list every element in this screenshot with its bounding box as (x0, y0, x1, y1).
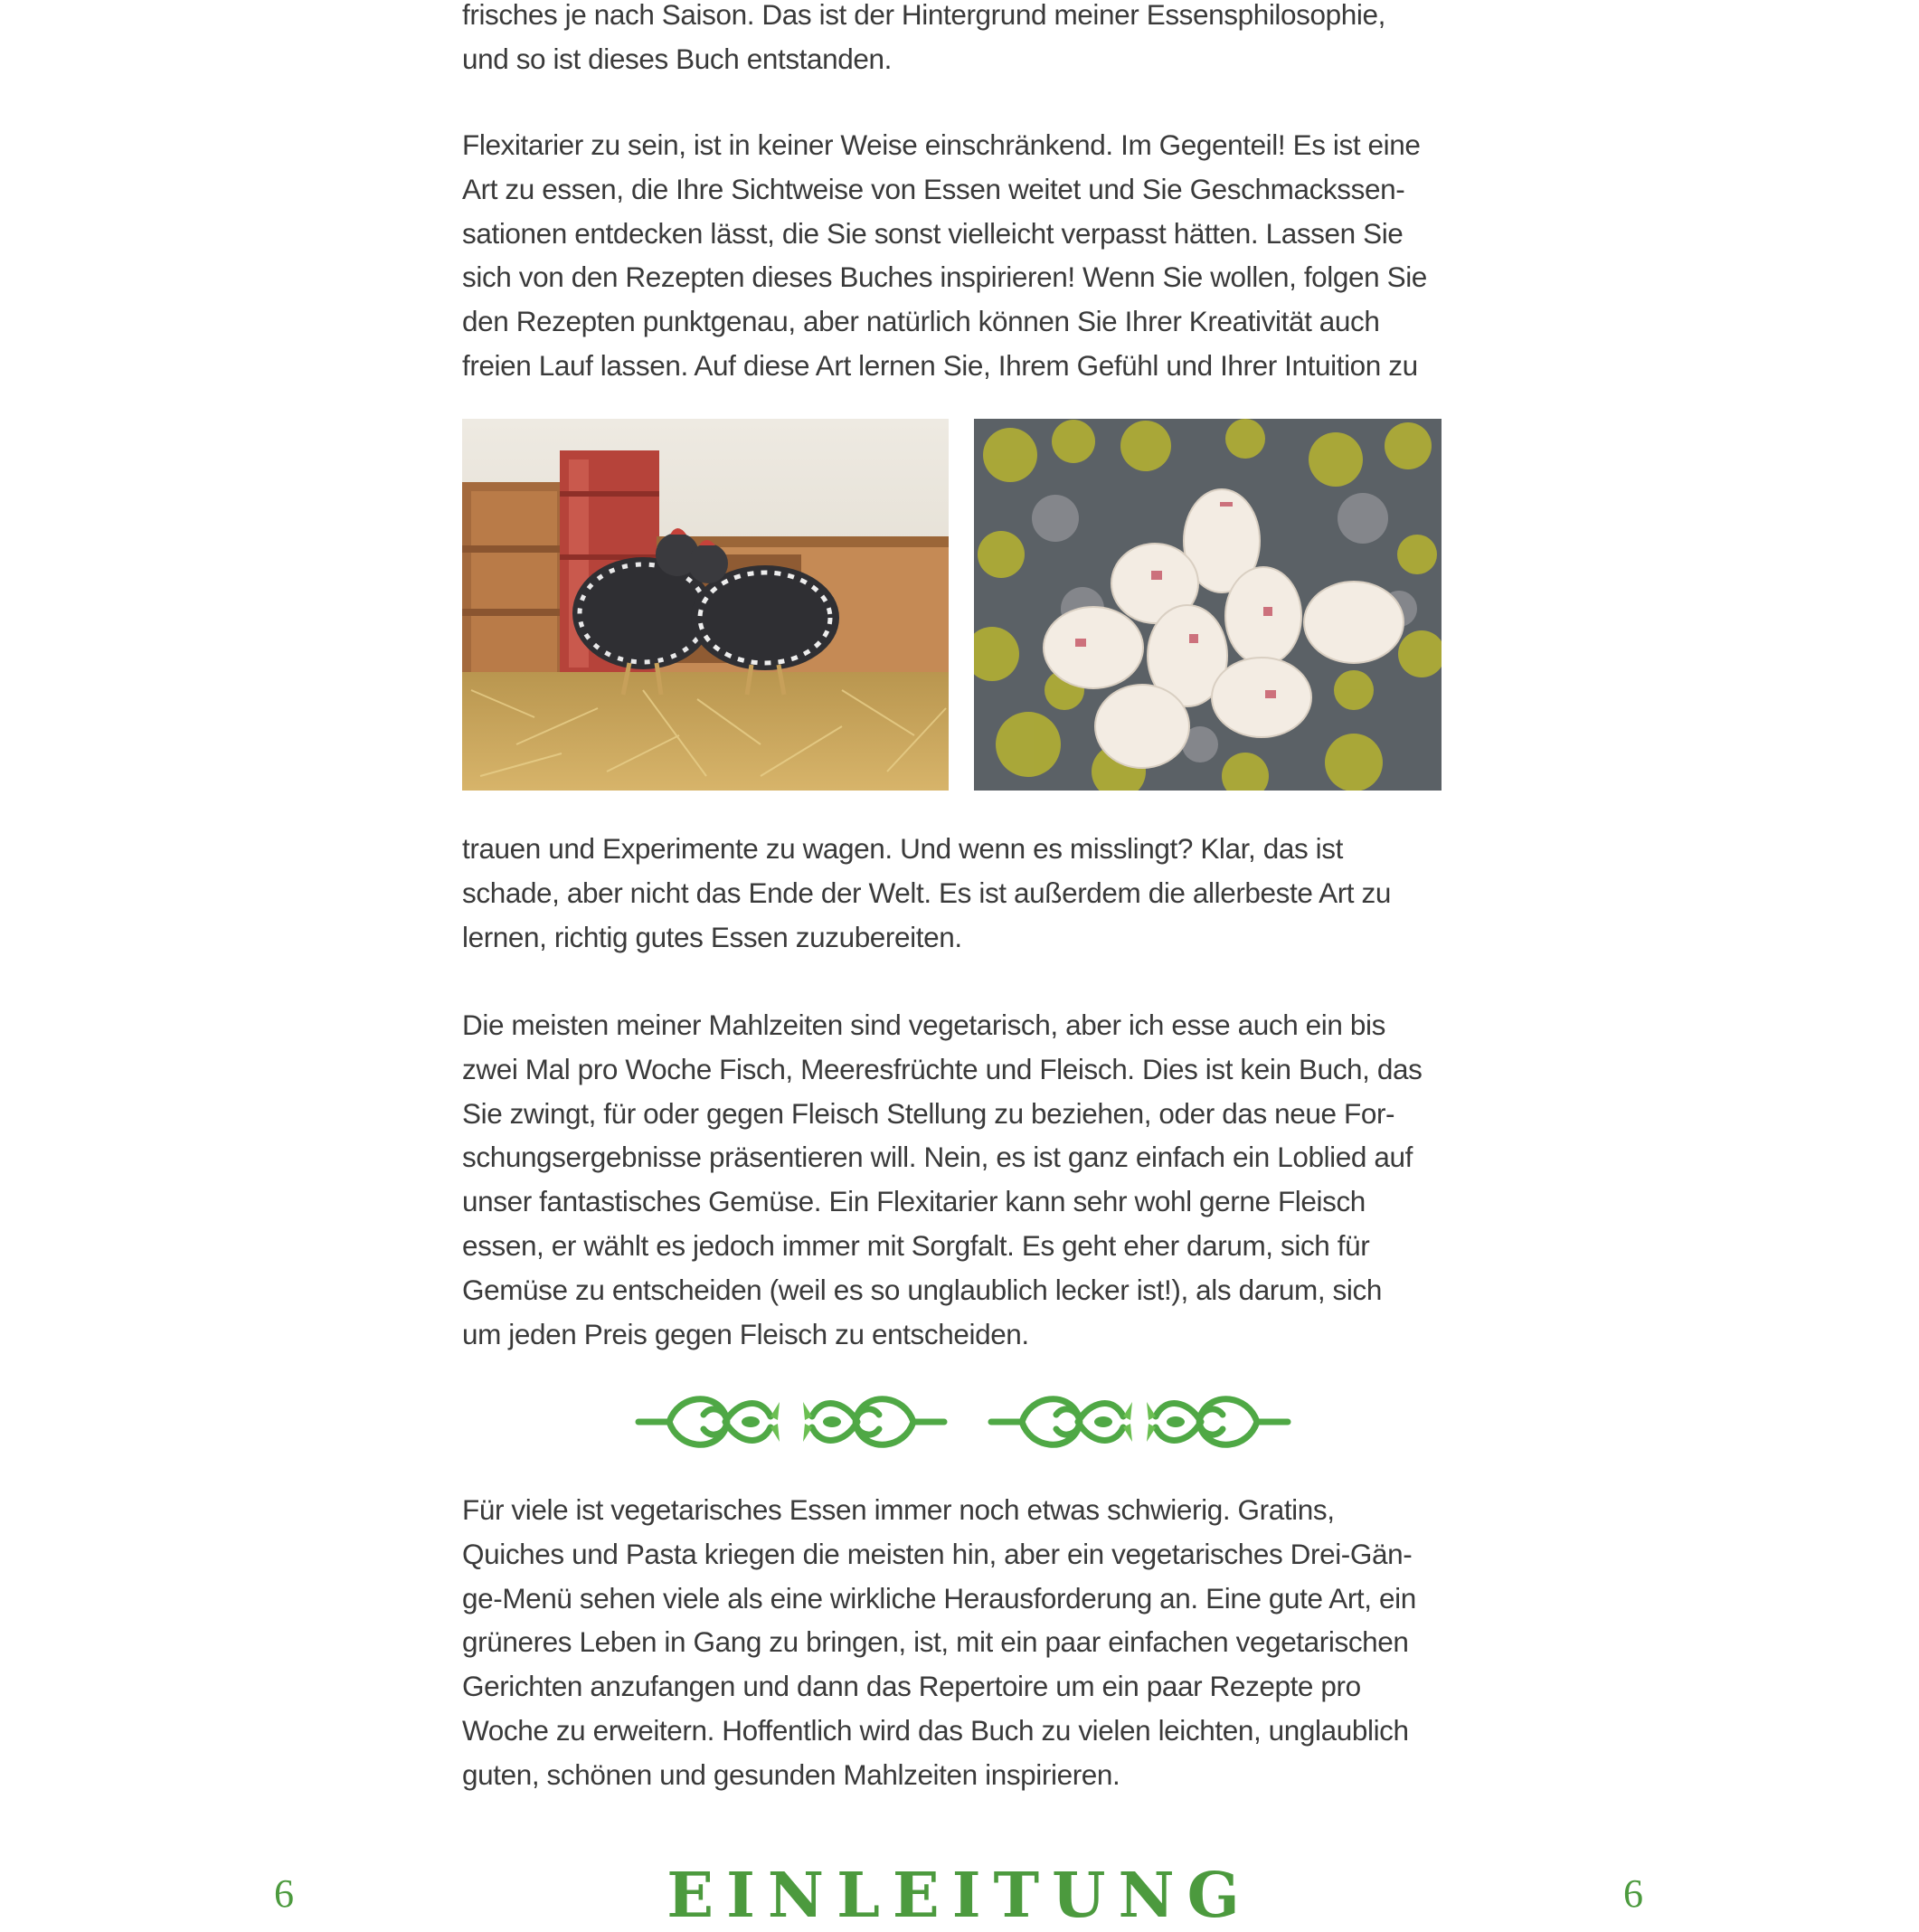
text-line: Für viele ist vegetarisches Essen immer noch etwas schwierig. Gratins, (462, 1493, 1335, 1526)
paragraph-1 (462, 0, 1466, 81)
text-line: um jeden Preis gegen Fleisch zu entscheiden. (462, 1317, 1029, 1350)
paragraph-5 (462, 1488, 1466, 1797)
text-line: schungsergebnisse präsentieren will. Nein, es ist ganz einfach ein Loblied auf (462, 1141, 1413, 1174)
chapter-title: EINLEITUNG (666, 1860, 1253, 1932)
text-line: freien Lauf lassen. Auf diese Art lernen Sie, Ihrem Gefühl und Ihrer Intuition zu (462, 348, 1418, 382)
text-line: sich von den Rezepten dieses Buches inspirieren! Wenn Sie wollen, folgen Sie (462, 260, 1427, 294)
text-line: den Rezepten punktgenau, aber natürlich können Sie Ihrer Kreativität auch (462, 305, 1380, 338)
text-line: frisches je nach Saison. Das ist der Hintergrund meiner Essensphilosophie, (462, 0, 1385, 31)
text-line: grüneres Leben in Gang zu bringen, ist, mit ein paar einfachen vegetarischen (462, 1625, 1409, 1659)
paragraph-2 (462, 123, 1466, 388)
paragraph-4 (462, 1003, 1466, 1356)
text-line: Sie zwingt, für oder gegen Fleisch Stellung zu beziehen, oder das neue For- (462, 1096, 1395, 1130)
chickens-photo-illustration (462, 419, 949, 791)
text-line: Woche zu erweitern. Hoffentlich wird das Buch zu vielen leichten, unglaublich (462, 1713, 1409, 1747)
page-number-left: 6 (274, 1871, 294, 1916)
text-line: Gerichten anzufangen und dann das Repertoire um ein paar Rezepte pro (462, 1670, 1361, 1703)
text-line: essen, er wählt es jedoch immer mit Sorgfalt. Es geht eher darum, sich für (462, 1228, 1370, 1262)
page-number-right: 6 (1623, 1871, 1643, 1916)
text-line: lernen, richtig gutes Essen zuzubereiten. (462, 920, 962, 953)
text-line: Art zu essen, die Ihre Sichtweise von Essen weitet und Sie Geschmackssen- (462, 172, 1405, 205)
text-line: und so ist dieses Buch entstanden. (462, 42, 892, 75)
paragraph-3 (462, 827, 1466, 959)
text-line: schade, aber nicht das Ende der Welt. Es ist außerdem die allerbeste Art zu (462, 876, 1391, 909)
eggs-on-mossy-stone-photo (974, 419, 1442, 791)
text-line: Gemüse zu entscheiden (weil es so unglaublich lecker ist!), als darum, sich (462, 1273, 1382, 1306)
text-line: Flexitarier zu sein, ist in keiner Weise einschränkend. Im Gegenteil! Es ist eine (462, 128, 1421, 161)
text-line: Quiches und Pasta kriegen die meisten hin, aber ein vegetarisches Drei-Gän- (462, 1537, 1413, 1570)
text-line: zwei Mal pro Woche Fisch, Meeresfrüchte und Fleisch. Dies ist kein Buch, das (462, 1052, 1423, 1085)
text-line: trauen und Experimente zu wagen. Und wenn es misslingt? Klar, das ist (462, 832, 1343, 865)
text-line: unser fantastisches Gemüse. Ein Flexitarier kann sehr wohl gerne Fleisch (462, 1185, 1366, 1218)
text-line: guten, schönen und gesunden Mahlzeiten inspirieren. (462, 1757, 1120, 1791)
text-line: ge-Menü sehen viele als eine wirkliche Herausforderung an. Eine gute Art, ein (462, 1581, 1416, 1615)
text-line: sationen entdecken lässt, die Sie sonst vielleicht verpasst hätten. Lassen Sie (462, 216, 1404, 250)
text-line: Die meisten meiner Mahlzeiten sind vegetarisch, aber ich esse auch ein bis (462, 1009, 1385, 1041)
chickens-in-straw-photo (462, 419, 949, 791)
green-swirl-ornament-icon (633, 1382, 1293, 1462)
eggs-photo-illustration (974, 419, 1442, 791)
